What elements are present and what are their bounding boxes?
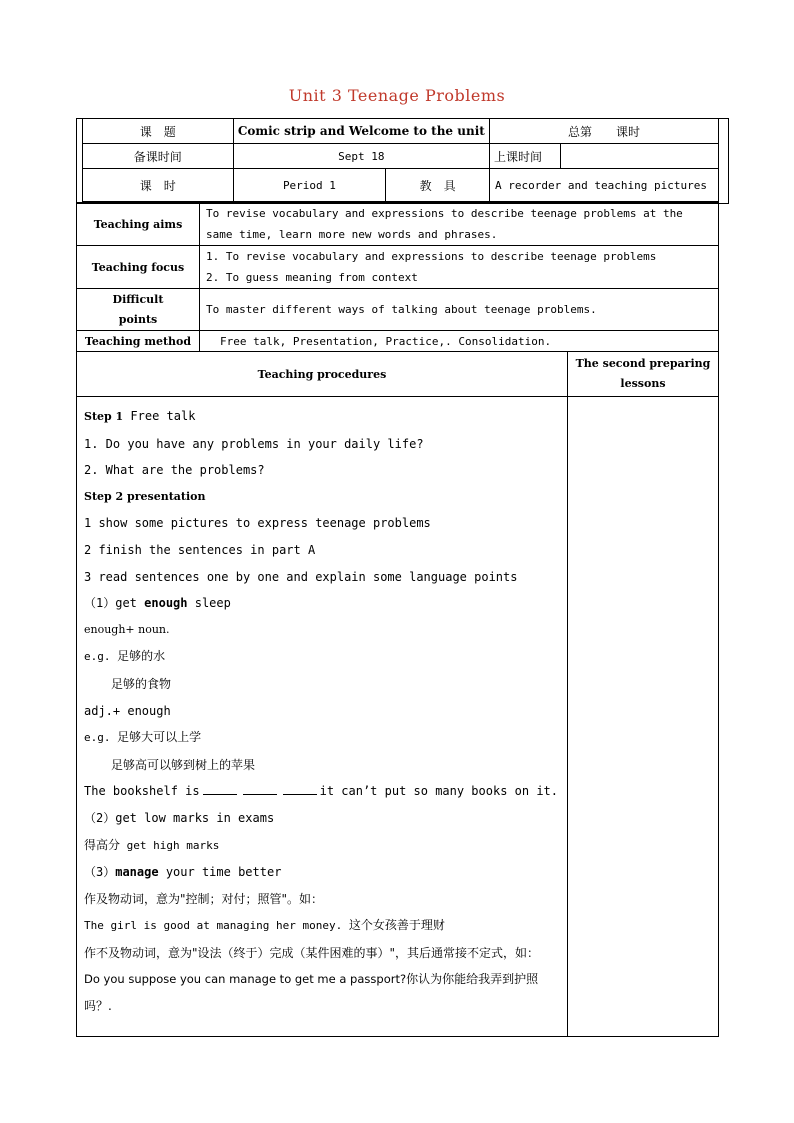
eg1-prefix: e.g. [84, 650, 118, 664]
class-time-value [561, 144, 719, 169]
enough-noun: enough+ noun. [84, 622, 170, 636]
vt-note: 作及物动词，意为"控制；对付；照管"。如： [84, 891, 324, 906]
procedure-2: 2 finish the sentences in part A [84, 542, 316, 557]
passport-example-cn: 你认为你能给我弄到护照吗？. [84, 972, 539, 1014]
aims-text: To revise vocabulary and expressions to describe teenage problems at the same time, learn more new words and phrases. [199, 203, 718, 246]
passport-example-en: Do you suppose you can manage to get me a passport? [84, 972, 407, 987]
item3-keyword: manage [115, 865, 159, 880]
step2-label: Step 2 presentation [84, 489, 206, 503]
eg2-text: 足够大可以上学 [117, 730, 202, 745]
focus-label: Teaching focus [77, 246, 200, 289]
class-time-label: 上课时间 [490, 144, 561, 169]
second-prep-label-line1: The second preparing [575, 357, 711, 370]
item1-pre: get [115, 596, 145, 611]
period-label: 课 时 [83, 169, 234, 202]
tools-label: 教 具 [386, 169, 490, 202]
topic-label: 课 题 [83, 119, 234, 144]
item1-keyword: enough [144, 596, 188, 611]
blank-1 [203, 784, 237, 795]
girl-example-cn: 这个女孩善于理财 [348, 918, 445, 933]
topic-value: Comic strip and Welcome to the unit [233, 119, 489, 144]
high-marks-en: get high marks [120, 838, 220, 852]
item1-number: （1） [84, 596, 116, 611]
eg1b-text: 足够的食物 [111, 676, 172, 691]
difficult-text: To master different ways of talking about teenage problems. [199, 289, 718, 331]
blank-3 [283, 784, 317, 795]
vi-note: 作不及物动词，意为"设法（终于）完成（某件困难的事）"，其后通常接不定式，如： [84, 945, 540, 960]
adj-enough: adj.+ enough [84, 703, 171, 718]
item1-post: sleep [187, 596, 231, 611]
prep-time-value: Sept 18 [233, 144, 489, 169]
page-title: Unit 3 Teenage Problems [288, 86, 506, 105]
method-label: Teaching method [77, 331, 200, 352]
bookshelf-part2: it can’t put so many books on it. [319, 784, 559, 799]
prep-time-label: 备课时间 [83, 144, 234, 169]
item2: （2）get low marks in exams [84, 810, 275, 825]
procedure-1: 1 show some pictures to express teenage problems [84, 516, 431, 531]
step1-text: Free talk [123, 409, 196, 423]
eg2b-text: 足够高可以够到树上的苹果 [111, 757, 256, 772]
blank-2 [243, 784, 277, 795]
item3-number: （3） [84, 865, 116, 880]
focus-item-1: 1. To revise vocabulary and expressions to describe teenage problems [205, 250, 657, 263]
difficult-label-line1: Difficult [112, 292, 164, 306]
total-periods: 总第 课时 [490, 119, 719, 144]
method-text: Free talk, Presentation, Practice,. Consolidation. [199, 331, 718, 352]
aims-label: Teaching aims [77, 203, 200, 246]
question-1: 1. Do you have any problems in your daily life? [84, 436, 424, 451]
second-prep-label-line2: lessons [620, 377, 666, 390]
girl-example-en: The girl is good at managing her money. [84, 919, 349, 933]
second-prep-content [567, 397, 718, 1037]
eg1-text: 足够的水 [117, 649, 166, 664]
question-2: 2. What are the problems? [84, 463, 265, 478]
procedures-content [77, 397, 568, 1037]
tools-value: A recorder and teaching pictures [490, 169, 719, 202]
eg2-prefix: e.g. [84, 731, 118, 745]
difficult-label-line2: points [118, 312, 158, 326]
period-value: Period 1 [233, 169, 386, 202]
step1-label: Step 1 [84, 410, 124, 423]
header-table [82, 118, 719, 202]
high-marks-cn: 得高分 [84, 837, 121, 852]
procedures-label: Teaching procedures [77, 352, 568, 397]
lesson-table [76, 202, 719, 1037]
procedure-3: 3 read sentences one by one and explain some language points [84, 569, 518, 584]
focus-item-2: 2. To guess meaning from context [205, 271, 418, 284]
bookshelf-part1: The bookshelf is [84, 784, 200, 799]
item3-post: your time better [158, 865, 282, 880]
